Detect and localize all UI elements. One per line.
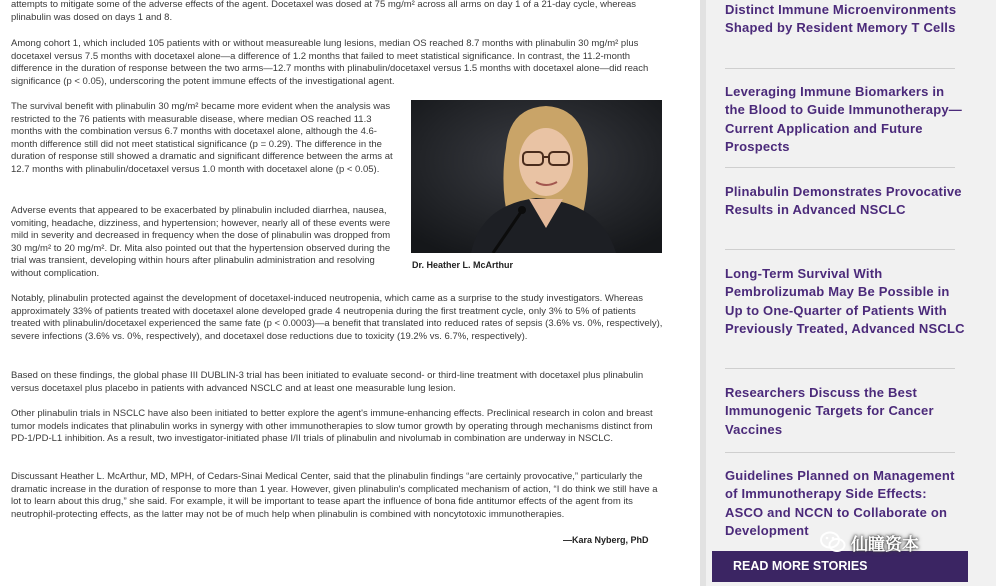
author-byline: —Kara Nyberg, PhD	[563, 535, 649, 545]
story-link[interactable]: Distinct Immune Microenvironments Shaped by Resident Memory T Cells	[725, 2, 957, 36]
story-link[interactable]: Leveraging Immune Biomarkers in the Blood to Guide Immunotherapy—Current Application and Future Prospects	[725, 84, 962, 154]
story-link[interactable]: Plinabulin Demonstrates Provocative Results in Advanced NSCLC	[725, 184, 962, 218]
wechat-icon	[820, 531, 846, 553]
story-divider	[725, 68, 955, 69]
watermark	[820, 529, 919, 555]
speaker-photo	[411, 100, 662, 253]
story-divider	[725, 368, 955, 369]
photo-caption: Dr. Heather L. McArthur	[412, 260, 514, 270]
article-paragraph-1: Among cohort 1, which included 105 patients with or without measureable lung lesions, median OS reached 8.7 months with plinabulin 30 mg/m² plus docetaxel versus 7.5 months with docetaxel alone—a difference of 1.2 months that failed to meet statistical significance. In contrast, the 11.2-month difference in the duration of response between the two arms—12.7 months with plinabulin/docetaxel versus 1.5 months with docetaxel alone—did reach significance (p < 0.05), underscoring the potent immune effects of the investigational agent.	[11, 38, 649, 87]
article-paragraph-4: Notably, plinabulin protected against the development of docetaxel-induced neutropenia, which came as a surprise to the study investigators. Whereas approximately 33% of patients treated with docetaxel alone developed grade 4 neutropenia during the first treatment cycle, only 3% to 5% of patients treated with plinabulin/docetaxel experienced the same fate (p < 0.0003)—a benefit that translated into reduced rates of sepsis (3.6% vs. 0%, respectively), severe infections (3.6% vs. 0%, respectively), and docetaxel dose reductions due to toxicity (19.2% vs. 6.7%, respectively).	[11, 293, 663, 342]
article-paragraph-7: Discussant Heather L. McArthur, MD, MPH, of Cedars-Sinai Medical Center, said that the plinabulin findings “are certainly provocative,” particularly the dramatic increase in the duration of response to more than 1 year. However, given plinabulin's complicated mechanism of action, “I do think we still have a lot to learn about this drug,” she said. For example, it will be important to tease apart the influence of bona fide antitumor effects of the agent from its neutrophil-protecting effects, as the latter may not be of much help when plinabulin is combined with noncytotoxic immunotherapies.	[11, 471, 658, 520]
story-link[interactable]: Long-Term Survival With Pembrolizumab May Be Possible in Up to One-Quarter of Patients With Previously Treated, Advanced NSCLC	[725, 266, 965, 336]
related-stories-sidebar	[706, 0, 996, 586]
watermark-text: 仙瞳资本	[851, 534, 919, 554]
story-divider	[725, 167, 955, 168]
article-paragraph-2: The survival benefit with plinabulin 30 mg/m² became more evident when the analysis was restricted to the 76 patients with measurable disease, where median OS reached 11.3 months with the combination versus 6.7 months with docetaxel alone, although the 4.6-month difference still did not meet statistical significance (p = 0.29). The difference in the duration of response still showed a dramatic and significant difference between the arms at 12.7 months with plinabulin/docetaxel versus 1.0 month with docetaxel alone (p < 0.05).	[11, 101, 393, 175]
article-paragraph-3: Adverse events that appeared to be exacerbated by plinabulin included diarrhea, nausea, vomiting, headache, dizziness, and hypertension; however, nearly all of these events were mild in severity and decreased in frequency when the dose of plinabulin was dropped from 30 mg/m² to 20 mg/m². Dr. Mita also pointed out that the hypertension observed during the trial was transient, developing within hours after plinabulin administration and resolving without complication.	[11, 205, 391, 279]
story-divider	[725, 249, 955, 250]
story-divider	[725, 452, 955, 453]
read-more-stories-button[interactable]: READ MORE STORIES	[712, 551, 968, 582]
story-link[interactable]: Researchers Discuss the Best Immunogenic Targets for Cancer Vaccines	[725, 385, 934, 437]
article-paragraph-6: Other plinabulin trials in NSCLC have also been initiated to better explore the agent's immune-enhancing effects. Preclinical research in colon and breast tumor models indicates that plinabulin works in synergy with other immunotherapies to slow tumor growth by operating through mechanisms distinct from PD-1/PD-L1 inhibition. As a result, two investigator-initiated phase I/II trials of plinabulin and nivolumab in combination are underway in NSCLC.	[11, 408, 653, 444]
article-paragraph-5: Based on these findings, the global phase III DUBLIN-3 trial has been initiated to evaluate second- or third-line treatment with docetaxel plus plinabulin versus docetaxel plus placebo in patients with advanced NSCLC and at least one measurable lung lesion.	[11, 370, 644, 394]
article-paragraph-0: attempts to mitigate some of the adverse effects of the agent. Docetaxel was dosed at 75 mg/m² across all arms on day 1 of a 21-day cycle, whereas plinabulin was dosed on days 1 and 8.	[11, 0, 637, 23]
story-link[interactable]: Guidelines Planned on Management of Immunotherapy Side Effects: ASCO and NCCN to Collaborate on Development	[725, 468, 955, 538]
